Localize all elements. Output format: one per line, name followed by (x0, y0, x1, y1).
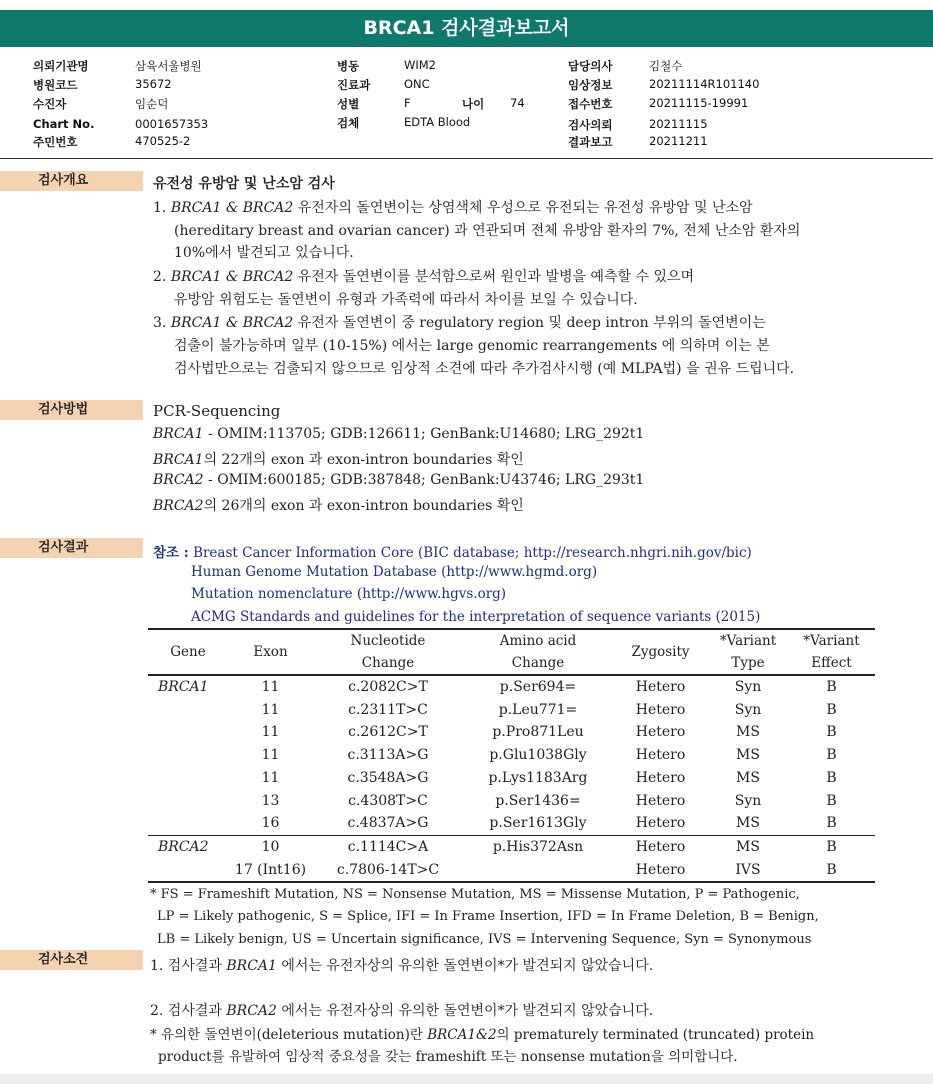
opinion-note-line2: product를 유발하여 임상적 중요성을 갖는 frameshift 또는 nonsense mutation을 의미합니다. (158, 1049, 738, 1065)
table-row: 17 (Int16) c.7806-14T>C Hetero IVS B (148, 859, 875, 883)
info-value: ONC (404, 77, 430, 91)
method-line4: BRCA2의 26개의 exon 과 exon-intron boundaries 확인 (153, 498, 524, 514)
header-divider (0, 158, 933, 159)
header-variant-type: *Variant Type (719, 633, 777, 671)
info-label: 임상정보 (568, 78, 613, 92)
overview-p1-line3: 10%에서 발견되고 있습니다. (174, 245, 354, 261)
info-label: 병동 (337, 59, 360, 73)
overview-p1-line1: 1. BRCA1 & BRCA2 유전자의 돌연변이는 상염색체 우성으로 유전되는 유전성 유방암 및 난소암 (153, 200, 753, 216)
info-value: WIM2 (404, 58, 437, 72)
info-value: 20211114R101140 (649, 77, 760, 91)
overview-p3-line2: 검출이 불가능하며 일부 (10-15%) 에서는 large genomic rearrangements 에 의하며 이는 본 (174, 338, 770, 354)
abbreviation-footnote-line2: LP = Likely pathogenic, S = Splice, IFI = In Frame Insertion, IFD = In Frame Deletion, B = Benign, (157, 909, 819, 924)
info-label: 의뢰기관명 (33, 59, 89, 73)
overview-p1-line2: (hereditary breast and ovarian cancer) 과 연관되며 전체 유방암 환자의 7%, 전체 난소암 환자의 (174, 223, 801, 239)
results-ref-line1: 참조 : Breast Cancer Information Core (BIC database; http://research.nhgri.nih.gov/bic) (153, 545, 752, 561)
table-row: 16 c.4837A>G p.Ser1613Gly Hetero MS B (261, 815, 837, 832)
section-overview-label: 검사개요 (0, 171, 143, 191)
results-ref-line2: Human Genome Mutation Database (http://www.hgmd.org) (191, 564, 598, 580)
opinion-line2: 2. 검사결과 BRCA2 에서는 유전자상의 유의한 돌연변이*가 발견되지 않았습니다. (150, 1003, 654, 1019)
info-value: EDTA Blood (404, 115, 471, 129)
overview-p2-line1: 2. BRCA1 & BRCA2 유전자 돌연변이를 분석함으로써 원인과 발병을 예측할 수 있으며 (153, 269, 695, 285)
info-value: 20211115 (649, 117, 708, 131)
header-variant-effect: *Variant Effect (803, 633, 860, 671)
method-line3: BRCA2 - OMIM:600185; GDB:387848; GenBank:U43746; LRG_293t1 (153, 472, 645, 488)
table-row: BRCA2 10 c.1114C>A p.His372Asn Hetero MS B (148, 835, 875, 858)
overview-p3-line3: 검사법만으로는 검출되지 않으므로 임상적 소견에 따라 추가검사시행 (예 MLPA법) 을 권유 드립니다. (174, 361, 795, 377)
info-label: 주민번호 (33, 135, 78, 149)
info-label: 성별 (337, 97, 360, 111)
section-results-label: 검사결과 (0, 538, 143, 558)
info-value: 20211211 (649, 134, 708, 148)
section-method-label: 검사방법 (0, 400, 143, 420)
table-row: 11 c.2311T>C p.Leu771= Hetero Syn B (261, 701, 837, 718)
method-line2: BRCA1의 22개의 exon 과 exon-intron boundaries 확인 (153, 452, 524, 468)
header-gene: Gene (170, 644, 206, 660)
info-label: 접수번호 (568, 97, 613, 111)
overview-p3-line1: 3. BRCA1 & BRCA2 유전자 돌연변이 중 regulatory region 및 deep intron 부위의 돌연변이는 (153, 315, 766, 331)
method-heading: PCR-Sequencing (153, 402, 281, 420)
overview-p2-line2: 유방암 위험도는 돌연변이 유형과 가족력에 따라서 차이를 보일 수 있습니다. (174, 292, 638, 308)
header-nucleotide: Nucleotide Change (350, 633, 426, 671)
info-value: 삼육서울병원 (135, 59, 202, 73)
info-label: 담당의사 (568, 59, 613, 73)
abbreviation-footnote-line3: LB = Likely benign, US = Uncertain significance, IVS = Intervening Sequence, Syn = Synonymous (157, 932, 812, 947)
variant-table (148, 628, 875, 883)
abbreviation-footnote-line1: * FS = Frameshift Mutation, NS = Nonsense Mutation, MS = Missense Mutation, P = Pathogenic, (150, 887, 800, 902)
info-label: 검체 (337, 116, 360, 130)
info-label: 나이 (462, 97, 485, 111)
overview-heading: 유전성 유방암 및 난소암 검사 (153, 176, 335, 192)
info-label: 수진자 (33, 97, 67, 111)
results-ref-line4: ACMG Standards and guidelines for the interpretation of sequence variants (2015) (191, 609, 761, 625)
info-label: 진료과 (337, 78, 371, 92)
info-value: 74 (510, 96, 525, 110)
info-value: F (404, 96, 411, 110)
table-header-row (148, 629, 875, 675)
info-value: 35672 (135, 77, 172, 91)
info-label: 병원코드 (33, 78, 78, 92)
opinion-note-line1: * 유의한 돌연변이(deleterious mutation)란 BRCA1&2의 prematurely terminated (truncated) protein (150, 1027, 815, 1043)
report-title: BRCA1 검사결과보고서 (0, 10, 933, 47)
info-value: 20211115-19991 (649, 96, 749, 110)
table-row: 11 c.3548A>G p.Lys1183Arg Hetero MS B (261, 769, 837, 786)
table-row: 13 c.4308T>C p.Ser1436= Hetero Syn B (261, 792, 837, 809)
info-label: 검사의뢰 (568, 118, 613, 132)
header-exon: Exon (253, 644, 288, 660)
info-label: Chart No. (33, 117, 95, 131)
info-value: 470525-2 (135, 134, 191, 148)
method-line1: BRCA1 - OMIM:113705; GDB:126611; GenBank:U14680; LRG_292t1 (153, 426, 645, 442)
table-row: 11 c.3113A>G p.Glu1038Gly Hetero MS B (261, 747, 837, 764)
table-row: 11 c.2612C>T p.Pro871Leu Hetero MS B (261, 724, 837, 741)
section-opinion-label: 검사소견 (0, 950, 143, 970)
info-value: 0001657353 (135, 117, 209, 131)
opinion-line1: 1. 검사결과 BRCA1 에서는 유전자상의 유의한 돌연변이*가 발견되지 않았습니다. (150, 958, 654, 974)
info-value: 임순덕 (135, 97, 169, 111)
bottom-bar (0, 1074, 933, 1084)
info-value: 김철수 (649, 59, 683, 73)
info-label: 결과보고 (568, 135, 613, 149)
table-row: BRCA1 11 c.2082C>T p.Ser694= Hetero Syn B (158, 679, 837, 695)
header-zygosity: Zygosity (631, 644, 690, 660)
header-amino-acid: Amino acid Change (499, 633, 577, 671)
results-ref-line3: Mutation nomenclature (http://www.hgvs.org) (191, 586, 507, 602)
